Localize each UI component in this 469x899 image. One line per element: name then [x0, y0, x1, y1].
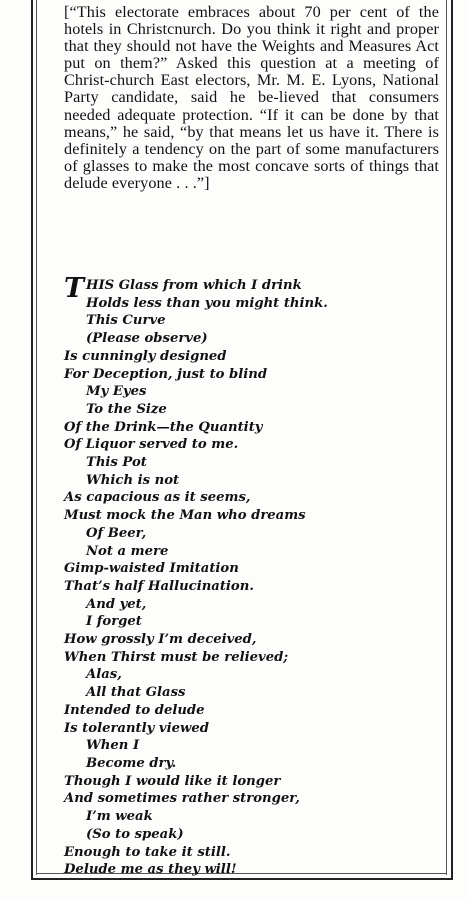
right-inner-border-rule: [446, 0, 447, 875]
intro-paragraph: [“This electorate embraces about 70 per cent of the hotels in Christcnurch. Do you think it right and proper that they should not have the Weights and Measures Act put on them?” Asked this question at a meeting of Christ-church East electors, Mr. M. E. Lyons, National Party candidate, said he be-lieved that consumers needed adequate protection. “If it can be done by that means,” he said, “by that means let us have it. There is definitely a tendency on the part of some manufacturers of glasses to make the most concave sorts of things that delude everyone . . .”]: [64, 3, 439, 192]
left-border-rule: [31, 0, 33, 880]
poem-line: Holds less than you might think.: [86, 295, 328, 311]
poem-line: This Curve: [86, 313, 166, 329]
poem-line: To the Size: [86, 401, 167, 417]
poem-line: That’s half Hallucination.: [64, 578, 254, 594]
poem-line: For Deception, just to blind: [64, 366, 268, 382]
poem-line: Must mock the Man who dreams: [64, 508, 306, 524]
poem-line: When Thirst must be relieved;: [64, 649, 289, 665]
drop-cap: T: [64, 273, 85, 304]
poem-line: As capacious as it seems,: [64, 490, 251, 506]
poem-line: I forget: [86, 614, 142, 630]
poem-line: Intended to delude: [64, 702, 205, 718]
poem-line: And sometimes rather stronger,: [64, 791, 300, 807]
poem-line: Though I would like it longer: [64, 773, 281, 789]
poem-line: Enough to take it still.: [64, 844, 231, 860]
left-inner-border-rule: [36, 0, 37, 875]
poem-line: Become dry.: [86, 755, 177, 771]
poem-line: I’m weak: [86, 809, 153, 825]
poem-line: Is cunningly designed: [64, 348, 227, 364]
poem-line: Of Beer,: [86, 525, 147, 541]
poem-line: Which is not: [86, 472, 180, 488]
right-border-rule: [451, 0, 453, 880]
poem-line: This Pot: [86, 455, 147, 471]
poem-line: Gimp-waisted Imitation: [64, 561, 239, 577]
poem-line: And yet,: [86, 596, 147, 612]
poem-line: (So to speak): [86, 826, 184, 842]
poem-line: Of Liquor served to me.: [64, 437, 239, 453]
poem-line: Alas,: [86, 667, 122, 683]
poem-line: Not a mere: [86, 543, 169, 559]
poem: [64, 273, 434, 879]
poem-line: (Please observe): [86, 331, 208, 347]
poem-line: Of the Drink—the Quantity: [64, 419, 263, 435]
poem-line: How grossly I’m deceived,: [64, 632, 257, 648]
poem-line-text: HIS Glass from which I drink: [86, 278, 302, 293]
poem-line: My Eyes: [86, 384, 147, 400]
poem-line: All that Glass: [86, 685, 186, 701]
poem-line: When I: [86, 738, 140, 754]
poem-line: Is tolerantly viewed: [64, 720, 209, 736]
poem-line: Delude me as they will!: [64, 862, 237, 878]
